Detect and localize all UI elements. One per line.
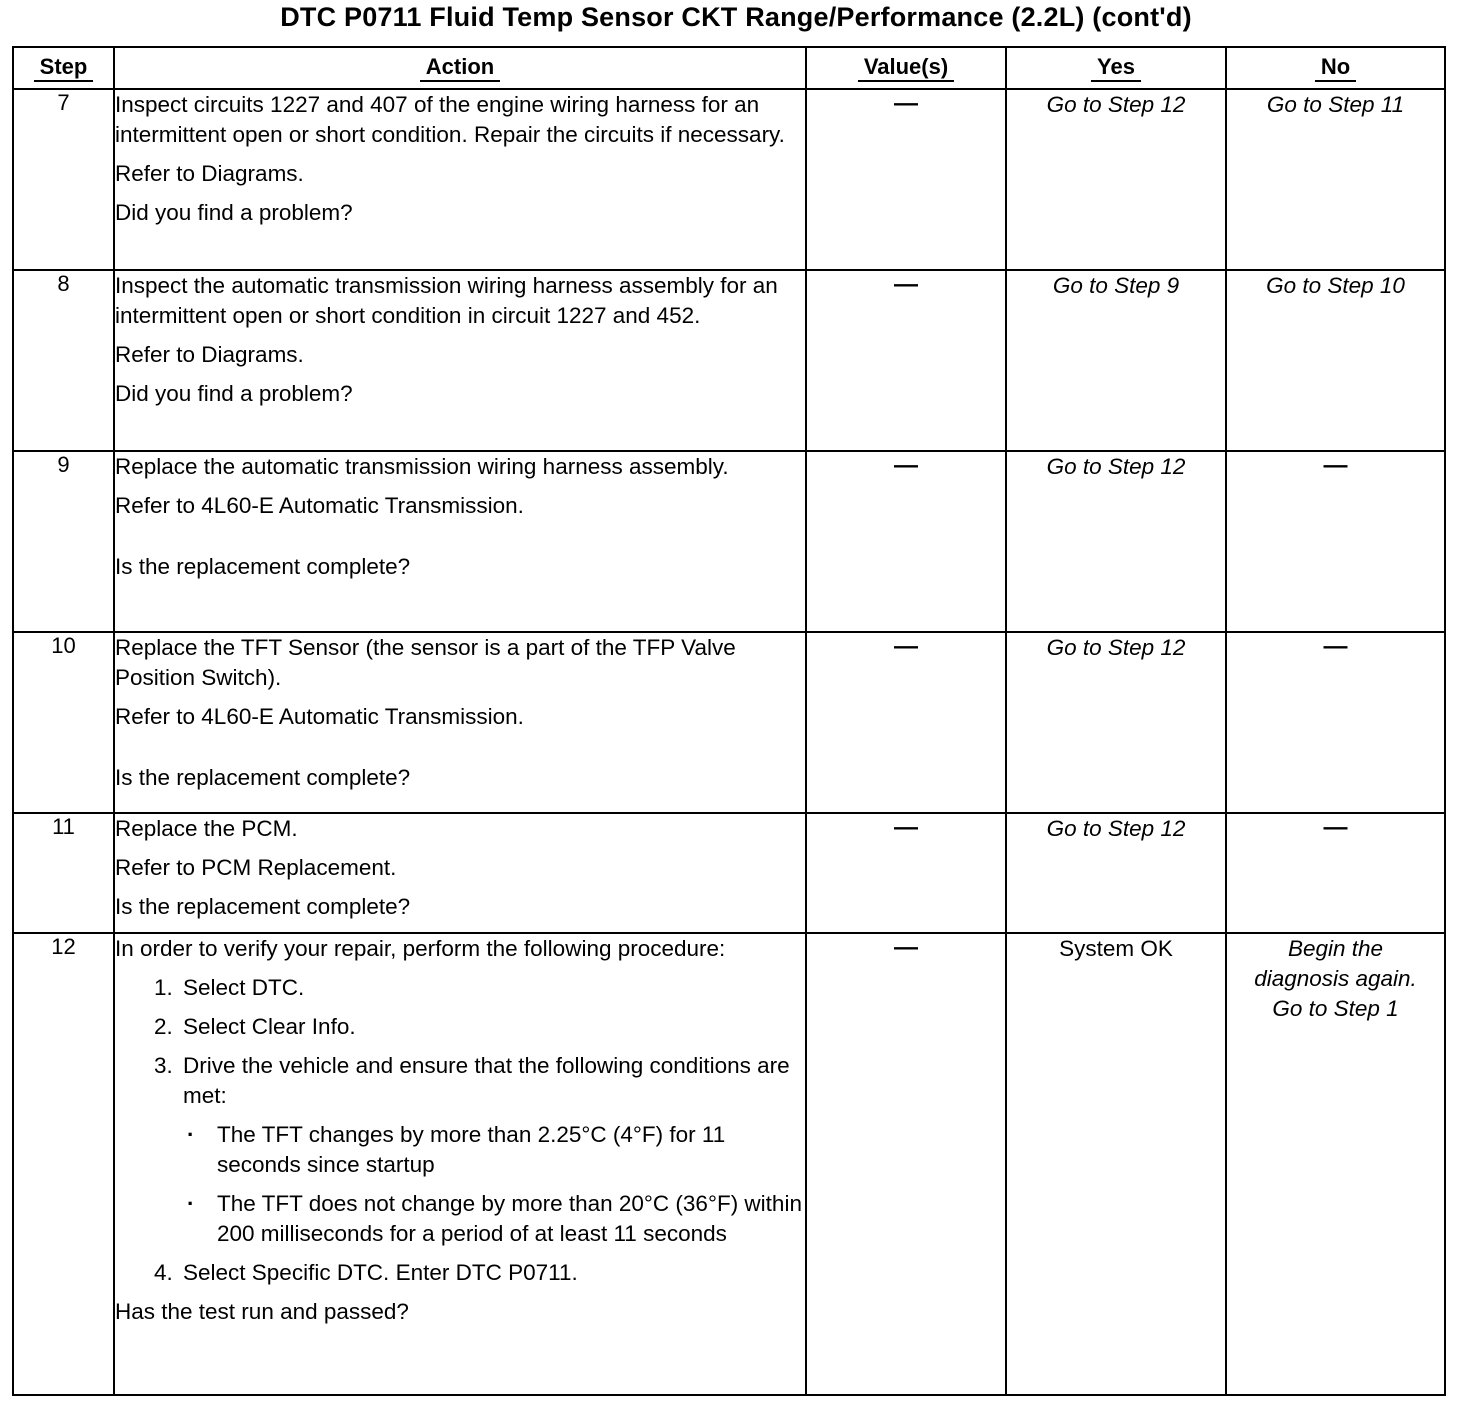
procedure-item: 1. Select DTC. (179, 973, 805, 1003)
condition-item: · The TFT changes by more than 2.25°C (4°F) for 11 seconds since startup (215, 1120, 805, 1180)
header-yes: Yes (1006, 47, 1226, 89)
action-question: Is the replacement complete? (115, 554, 411, 579)
action-text: Refer to 4L60-E Automatic Transmission. (115, 493, 524, 518)
action-cell (114, 89, 806, 270)
value-cell: — (806, 933, 1006, 1395)
value-cell: — (806, 813, 1006, 933)
no-line: diagnosis again. (1254, 966, 1417, 991)
action-text: Refer to PCM Replacement. (115, 855, 397, 880)
page-title: DTC P0711 Fluid Temp Sensor CKT Range/Performance (2.2L) (cont'd) (280, 2, 1192, 32)
action-text: Replace the TFT Sensor (the sensor is a part of the TFP Valve Position Switch). (115, 635, 736, 690)
yes-cell: Go to Step 12 (1006, 813, 1226, 933)
action-text: Replace the PCM. (115, 816, 298, 841)
condition-item: · The TFT does not change by more than 20°C (36°F) within 200 milliseconds for a period of at least 11 seconds (215, 1189, 805, 1249)
action-question: Is the replacement complete? (115, 765, 411, 790)
procedure-list (115, 973, 805, 1288)
procedure-item: 3. Drive the vehicle and ensure that the following conditions are met: · The TFT changes by more than 2.25°C (4°F) for 11 seconds since startup · The TFT does not change by more than 20°C (36°F) within 200 milliseconds for a period of at least 11 seconds (179, 1051, 805, 1249)
yes-cell: Go to Step 12 (1006, 89, 1226, 270)
step-number: 10 (13, 632, 114, 813)
header-step: Step (13, 47, 114, 89)
table-row (13, 451, 1445, 632)
no-cell: — (1226, 813, 1445, 933)
header-no: No (1226, 47, 1445, 89)
action-text: Replace the automatic transmission wiring harness assembly. (115, 454, 729, 479)
no-cell: Go to Step 10 (1226, 270, 1445, 451)
value-cell: — (806, 632, 1006, 813)
action-intro: In order to verify your repair, perform the following procedure: (115, 936, 726, 961)
action-question: Is the replacement complete? (115, 894, 411, 919)
no-line: Begin the (1287, 936, 1384, 961)
action-text: Refer to Diagrams. (115, 342, 304, 367)
action-text: Inspect the automatic transmission wiring harness assembly for an intermittent open or short condition in circuit 1227 and 452. (115, 273, 778, 328)
conditions-list (183, 1120, 805, 1249)
step-number: 8 (13, 270, 114, 451)
table-row (13, 89, 1445, 270)
action-question: Did you find a problem? (115, 381, 353, 406)
no-cell (1226, 933, 1445, 1395)
step-number: 11 (13, 813, 114, 933)
header-action: Action (114, 47, 806, 89)
action-cell (114, 933, 806, 1395)
step-number: 9 (13, 451, 114, 632)
table-row (13, 632, 1445, 813)
step-number: 7 (13, 89, 114, 270)
action-cell (114, 632, 806, 813)
header-row (13, 47, 1445, 89)
table-row (13, 270, 1445, 451)
action-cell (114, 451, 806, 632)
table-row (13, 933, 1445, 1395)
action-text: Inspect circuits 1227 and 407 of the engine wiring harness for an intermittent open or short condition. Repair the circuits if necessary. (115, 92, 785, 147)
yes-cell: Go to Step 12 (1006, 632, 1226, 813)
yes-cell: Go to Step 12 (1006, 451, 1226, 632)
action-question: Has the test run and passed? (115, 1299, 409, 1324)
table-row (13, 813, 1445, 933)
action-text: Refer to 4L60-E Automatic Transmission. (115, 704, 524, 729)
step-number: 12 (13, 933, 114, 1395)
action-cell (114, 813, 806, 933)
value-cell: — (806, 270, 1006, 451)
procedure-item: 4. Select Specific DTC. Enter DTC P0711. (179, 1258, 805, 1288)
action-cell (114, 270, 806, 451)
no-cell: Go to Step 11 (1226, 89, 1445, 270)
no-cell: — (1226, 632, 1445, 813)
no-cell: — (1226, 451, 1445, 632)
yes-cell: System OK (1006, 933, 1226, 1395)
no-line: Go to Step 1 (1272, 996, 1399, 1021)
procedure-item: 2. Select Clear Info. (179, 1012, 805, 1042)
value-cell: — (806, 89, 1006, 270)
header-values: Value(s) (806, 47, 1006, 89)
action-text: Refer to Diagrams. (115, 161, 304, 186)
action-question: Did you find a problem? (115, 200, 353, 225)
value-cell: — (806, 451, 1006, 632)
diagnostic-table (12, 46, 1446, 1396)
yes-cell: Go to Step 9 (1006, 270, 1226, 451)
